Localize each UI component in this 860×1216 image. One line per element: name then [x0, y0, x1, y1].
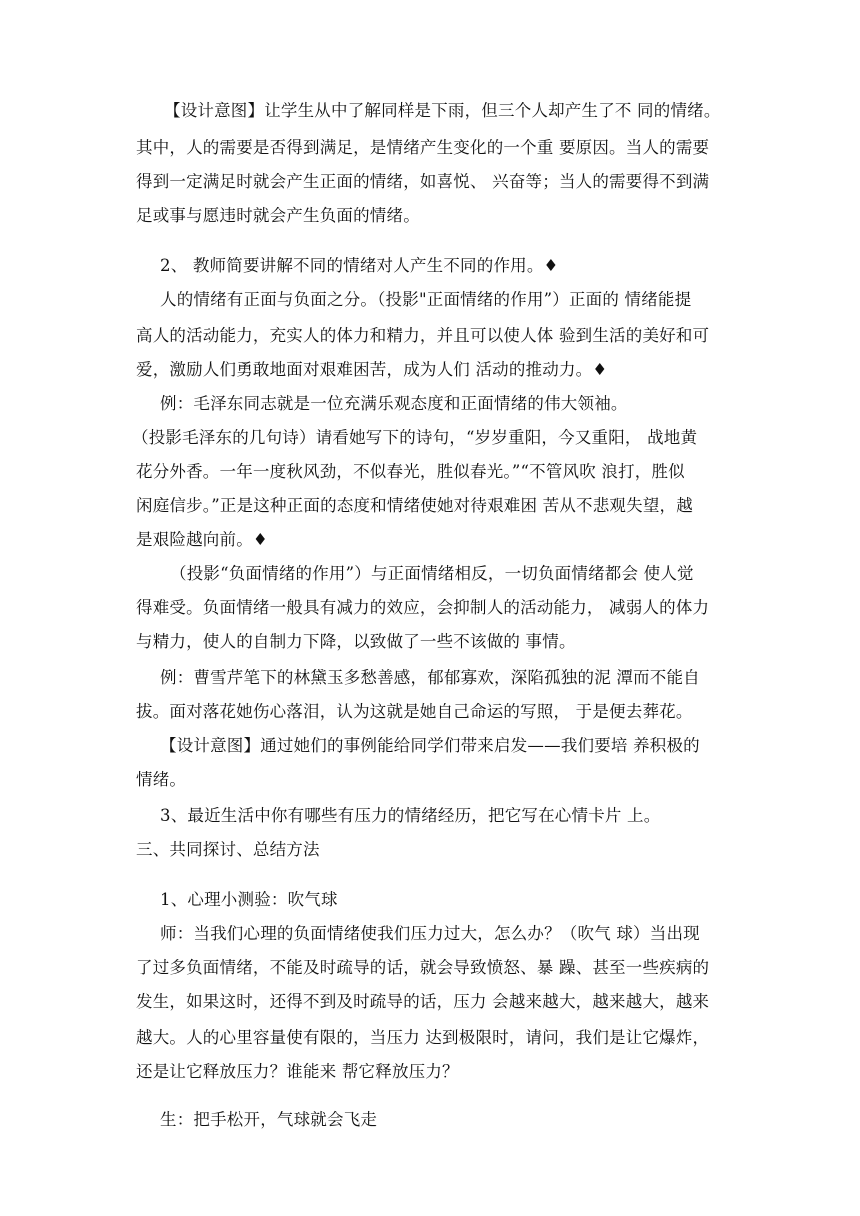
text-line: 2、 教师简要讲解不同的情绪对人产生不同的作用。♦: [160, 256, 559, 275]
text-line: 1、心理小测验：吹气球: [160, 890, 338, 909]
text-line: 还是让它释放压力？谁能来 帮它释放压力？: [136, 1062, 459, 1081]
text-line: 高人的活动能力，充实人的体力和精力，并且可以使人体 验到生活的美好和可: [136, 326, 710, 345]
text-line: 闲庭信步。”正是这种正面的态度和情绪使她对待艰难困 苦从不悲观失望，越: [136, 496, 693, 515]
text-line: 例：毛泽东同志就是一位充满乐观态度和正面情绪的伟大领袖。: [160, 394, 628, 413]
section-heading: 三、共同探讨、总结方法: [136, 840, 320, 859]
text-line: 足或事与愿违时就会产生负面的情绪。: [136, 206, 420, 225]
text-line: 爱，激励人们勇敢地面对艰难困苦，成为人们 活动的推动力。♦: [136, 360, 608, 379]
text-line: 得难受。负面情绪一般具有减力的效应，会抑制人的活动能力， 减弱人的体力: [136, 598, 710, 617]
text-line: 与精力，使人的自制力下降，以致做了一些不该做的 事情。: [136, 632, 576, 651]
text-line: （投影“负面情绪的作用”）与正面情绪相反，一切负面情绪都会 使人觉: [170, 564, 694, 583]
text-line: 师：当我们心理的负面情绪使我们压力过大，怎么办？（吹气 球）当出现: [160, 924, 700, 943]
text-line: 生：把手松开，气球就会飞走: [160, 1110, 378, 1129]
text-line: 是艰险越向前。♦: [136, 530, 268, 549]
text-line: 例：曹雪芹笔下的林黛玉多愁善感，郁郁寡欢，深陷孤独的泥 潭而不能自: [160, 668, 700, 687]
text-line: 其中，人的需要是否得到满足，是情绪产生变化的一个重 要原因。当人的需要: [136, 138, 710, 157]
text-line: 得到一定满足时就会产生正面的情绪，如喜悦、 兴奋等；当人的需要得不到满: [136, 172, 710, 191]
text-line: 了过多负面情绪，不能及时疏导的话，就会导致愤怒、暴 躁、甚至一些疾病的: [136, 958, 710, 977]
text-line: 花分外香。一年一度秋风劲，不似春光，胜似春光。”“不管风吹 浪打，胜似: [136, 462, 685, 481]
text-line: 3、最近生活中你有哪些有压力的情绪经历，把它写在心情卡片 上。: [160, 806, 661, 825]
text-line: 【设计意图】让学生从中了解同样是下雨，但三个人却产生了不 同的情绪。: [164, 101, 721, 120]
text-line: 【设计意图】通过她们的事例能给同学们带来启发——我们要培 养积极的: [160, 736, 700, 755]
text-line: （投影毛泽东的几句诗）请看她写下的诗句，“岁岁重阳，今又重阳， 战地黄: [132, 428, 698, 447]
text-line: 拔。面对落花她伤心落泪，认为这就是她自己命运的写照， 于是便去葬花。: [136, 702, 693, 721]
text-line: 发生，如果这时，还得不到及时疏导的话，压力 会越来越大，越来越大，越来: [136, 992, 710, 1011]
text-line: 人的情绪有正面与负面之分。（投影"正面情绪的作用”）正面的 情绪能提: [160, 290, 692, 309]
text-line: 越大。人的心里容量使有限的，当压力 达到极限时，请问，我们是让它爆炸，: [136, 1028, 710, 1047]
text-line: 情绪。: [136, 770, 187, 789]
